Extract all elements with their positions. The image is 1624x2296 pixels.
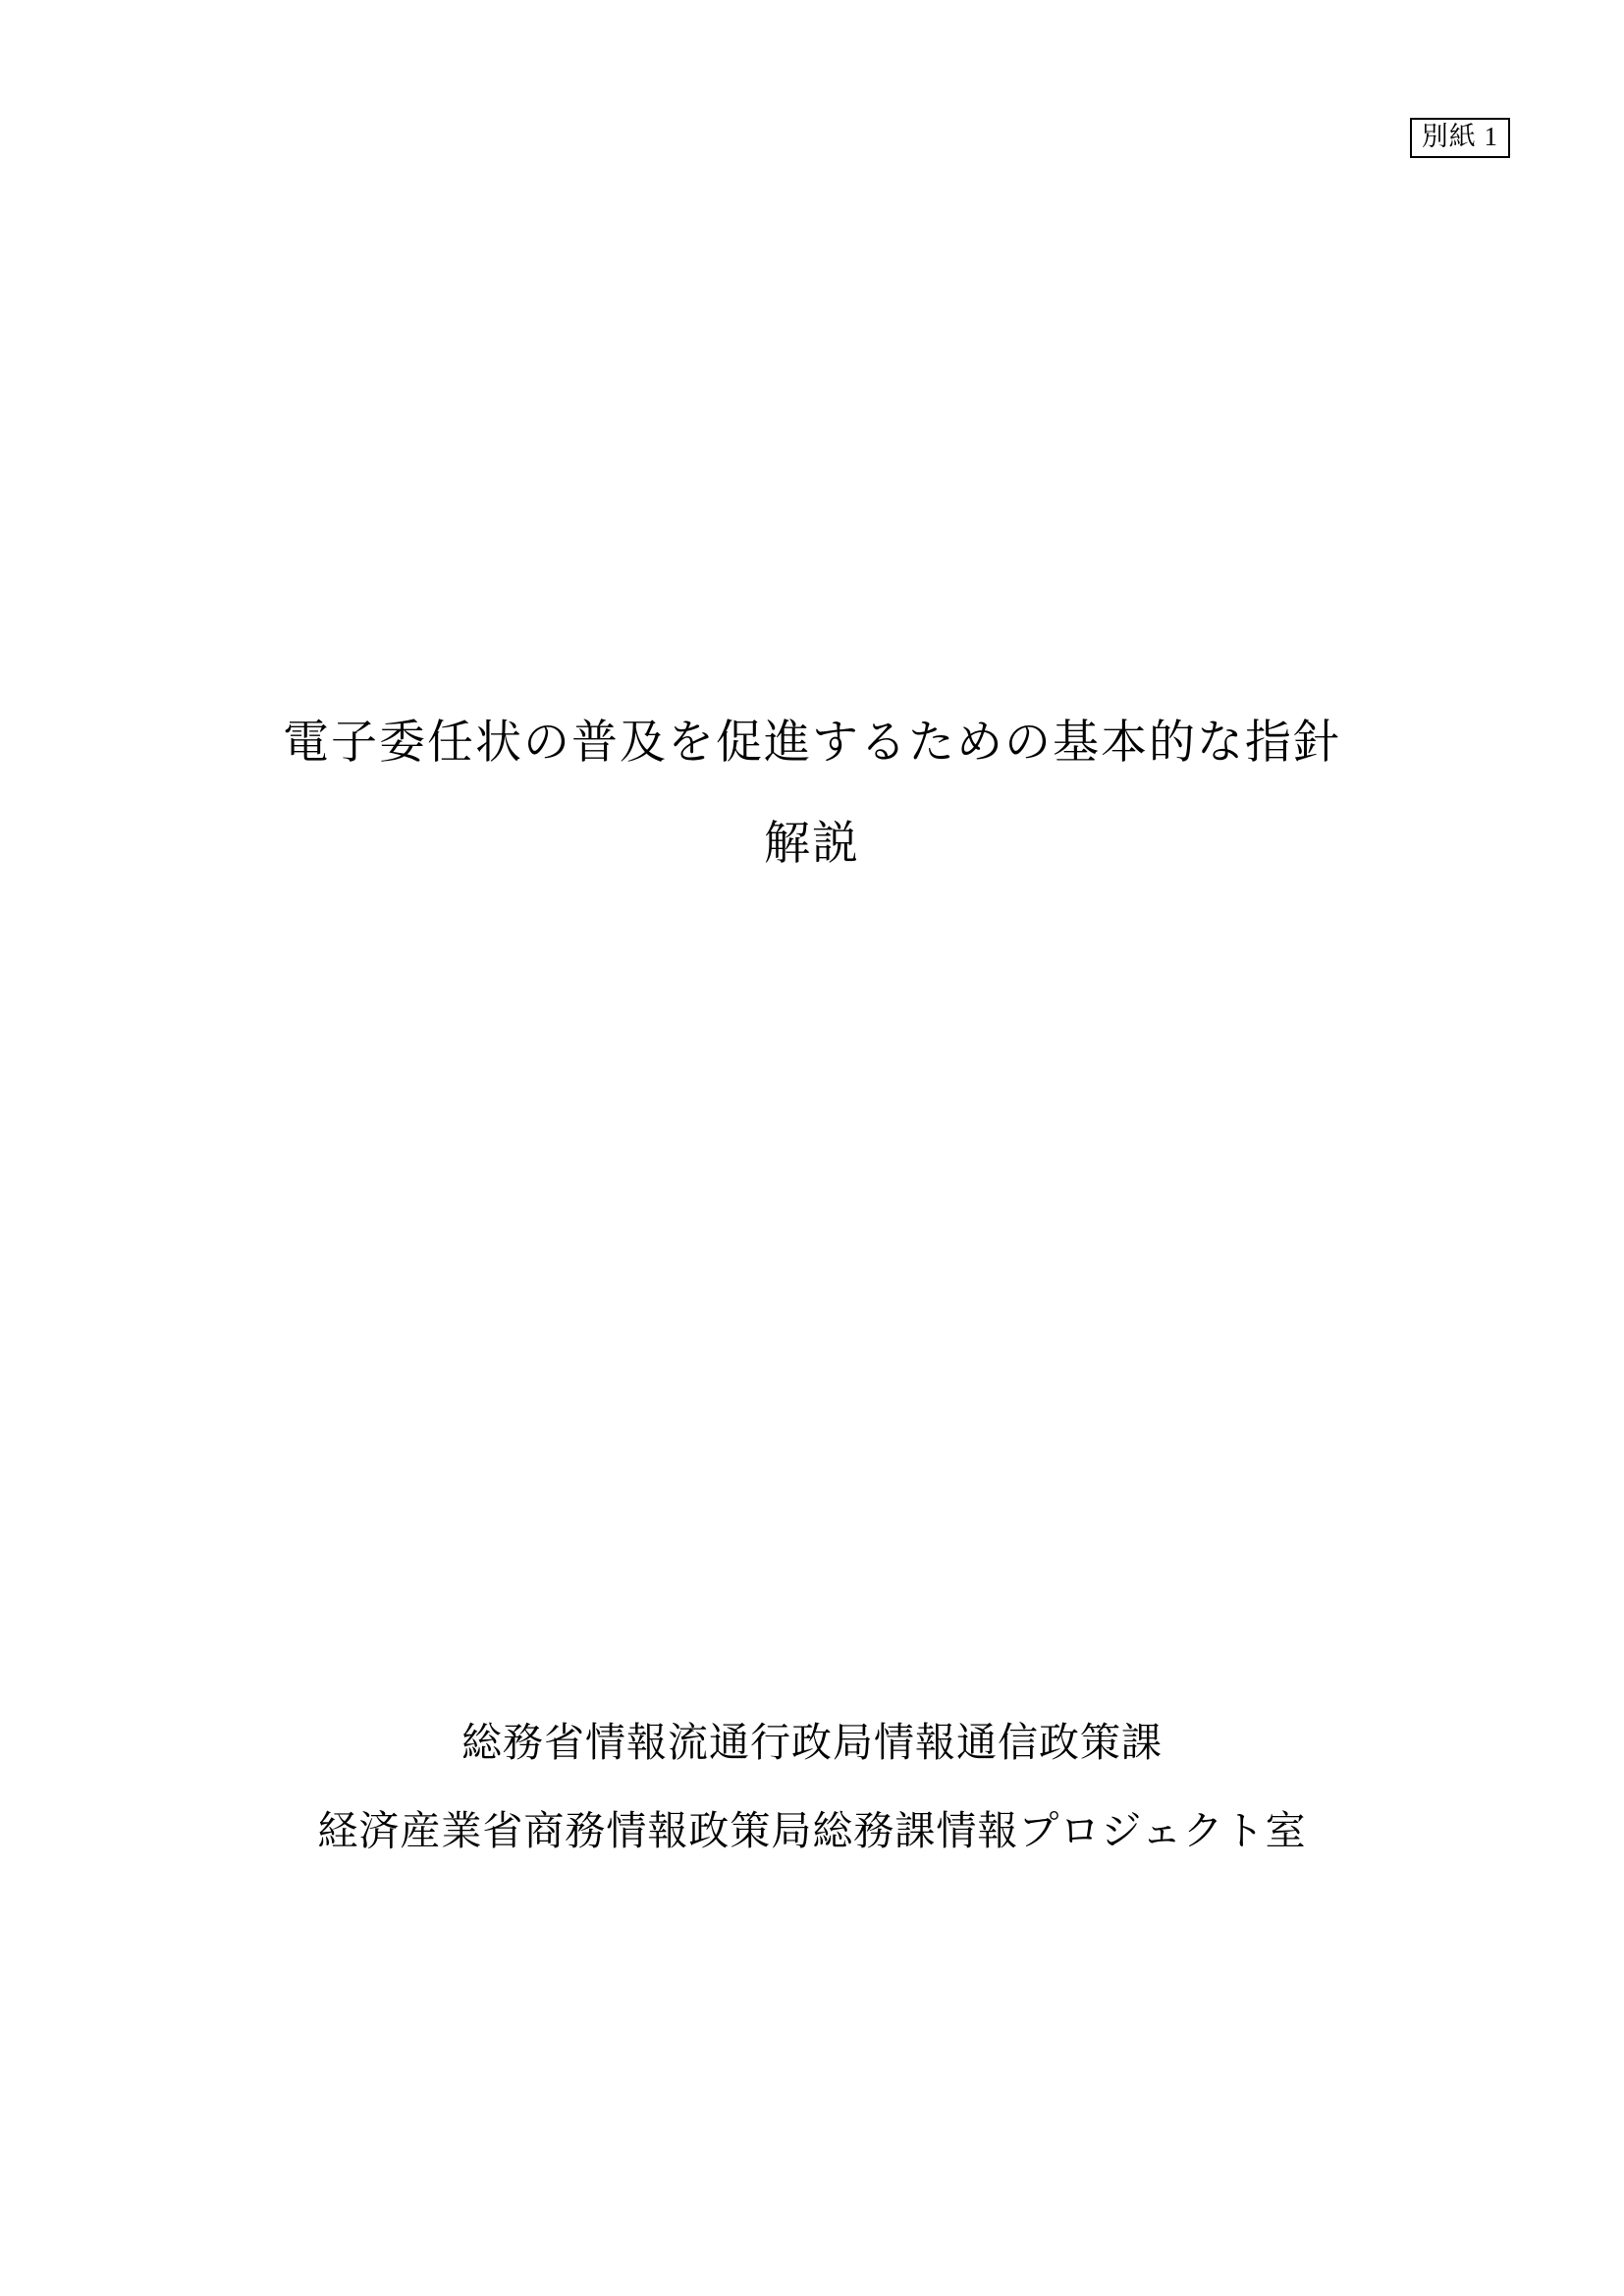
document-title-line-2: 解説	[764, 819, 860, 871]
title-block	[0, 707, 1624, 881]
organization-block	[0, 1713, 1624, 1861]
document-title-line-1: 電子委任状の普及を促進するための基本的な指針	[283, 718, 1341, 769]
organization-line-1: 総務省情報流通行政局情報通信政策課	[461, 1720, 1163, 1765]
organization-line-2: 経済産業省商務情報政策局総務課情報プロジェクト室	[317, 1807, 1307, 1853]
attachment-label: 別紙 1	[1410, 118, 1510, 158]
